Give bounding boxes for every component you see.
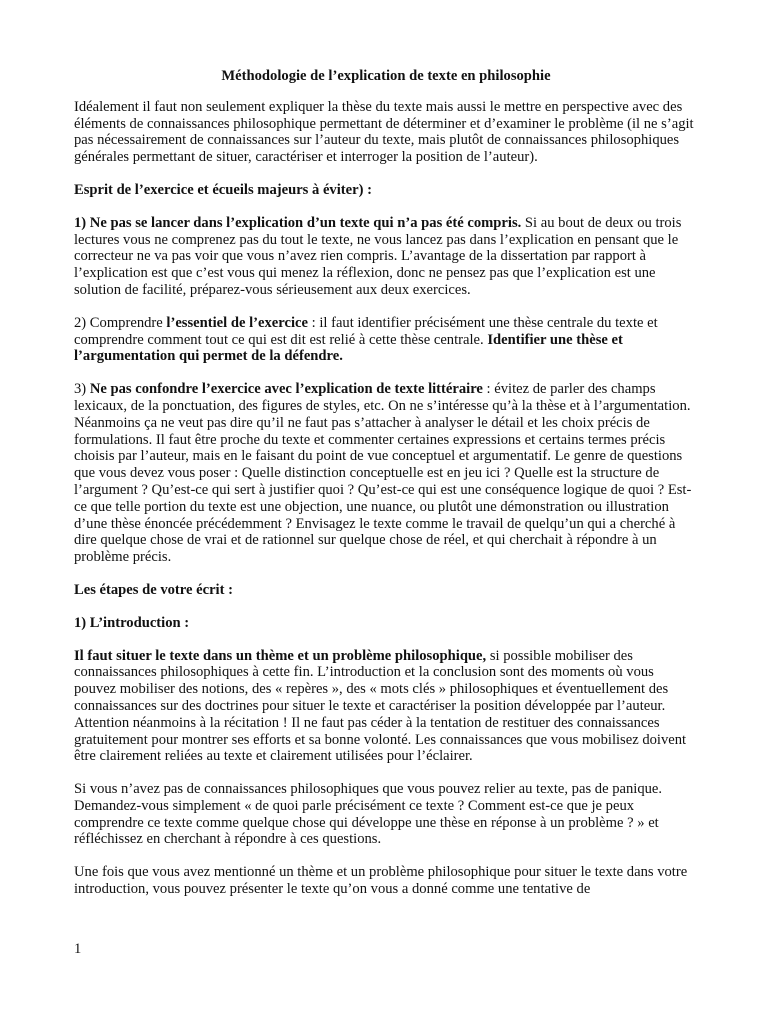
section-heading-esprit [74, 182, 698, 199]
situer-text: si possible mobiliser des connaissances philosophiques à cette fin. L’introduction et la conclusion sont des moments où vous pouvez mobiliser des notions, des « repères », des « mots clés » philosophiques et éventuellement des connaissances sur des doctrines pour situer le texte et caractériser la position développée par l’auteur. Attention néanmoins à la récitation ! Il ne faut pas céder à la tentation de restituer des connaissances gratuitement pour montrer ses efforts et sa bonne volonté. Les connaissances que vous mobilisez doivent être clairement reliées au texte et clairement utilisées pour l’éclairer. [74, 647, 687, 765]
paragraph-une-fois: Une fois que vous avez mentionné un thème et un problème philosophique pour situer le texte dans votre introduction, vous pouvez présenter le texte qu’on vous a donné comme une tentative de [74, 864, 688, 898]
document-body [74, 68, 698, 914]
point-2-start: 2) Comprendre [74, 314, 167, 331]
paragraph-point-2 [74, 315, 698, 365]
point-3-bold: Ne pas confondre l’exercice avec l’explication de texte littéraire [89, 381, 483, 398]
point-2-bold-1: l’essentiel de l’exercice [166, 314, 308, 331]
point-3-text: : évitez de parler des champs lexicaux, de la ponctuation, des figures de styles, etc. On ne s’intéresse qu’à la thèse et à l’argumentation. Néanmoins ça ne veut pas dire qu’il ne faut pas s’attacher à analyser le détail et les choix précis de formulations. Il faut être proche du texte et commenter certaines expressions et certains termes précis choisis par l’auteur, mais en le faisant du point de vue conceptuel et argumentatif. Le genre de questions que vous devez vous poser : Quelle distinction conceptuelle est en jeu ici ? Quelle est la structure de l’argument ? Qu’est-ce qui sert à justifier quoi ? Qu’est-ce qui est une conséquence logique de quoi ? Est-ce que telle portion du texte est une objection, une nuance, ou plutôt une démonstration ou illustration d’une thèse énoncée précédemment ? Envisagez le texte comme le travail de quelqu’un qui a cherché à dire quelque chose de vrai et de rationnel sur quelque chose de réel, et qui cherchait à répondre à un problème précis. [74, 381, 692, 566]
heading-etapes-text: Les étapes de votre écrit : [74, 581, 233, 598]
point-3-start: 3) [74, 381, 90, 398]
situer-bold: Il faut situer le texte dans un thème et un problème philosophique, [74, 647, 487, 664]
point-2-mid: : il faut identifier précisément une thèse centrale du texte et comprendre comment tout ce qui est dit est relié à cette thèse centrale. [74, 314, 658, 348]
heading-esprit-text: Esprit de l’exercice et écueils majeurs à éviter) : [74, 181, 372, 198]
point-1-text: Si au bout de deux ou trois lectures vous ne comprenez pas du tout le texte, ne vous lancez pas dans l’explication en pensant que le correcteur ne va pas voir que vous n’avez rien compris. L’avantage de la dissertation par rapport à l’explication est que c’est vous qui menez la réflexion, donc ne pensez pas que l’explication est une solution de facilité, préparez-vous sérieusement aux deux exercices. [74, 214, 682, 298]
paragraph-panique: Si vous n’avez pas de connaissances philosophiques que vous pouvez relier au texte, pas de panique. Demandez-vous simplement « de quoi parle précisément ce texte ? Comment est-ce que je peux comprendre ce texte comme quelque chose qui développe une thèse en réponse à un problème ? » et réfléchissez en cherchant à répondre à ces questions. [74, 781, 663, 848]
heading-introduction-text: 1) L’introduction : [74, 614, 190, 631]
section-heading-introduction [74, 615, 698, 632]
page-number: 1 [74, 941, 82, 957]
point-1-bold: 1) Ne pas se lancer dans l’explication d’un texte qui n’a pas été compris. [74, 214, 522, 231]
intro-paragraph: Idéalement il faut non seulement expliquer la thèse du texte mais aussi le mettre en perspective avec des éléments de connaissances philosophique permettant de déterminer et d’examiner le problème (il ne s’agit pas nécessairement de connaissances sur l’auteur du texte, mais plutôt de connaissances philosophiques générales permettant de situer, caractériser et interroger la position de l’auteur). [74, 98, 694, 166]
point-2-bold-2: Identifier une thèse et l’argumentation qui permet de la défendre. [74, 331, 623, 365]
paragraph-point-1 [74, 215, 698, 299]
paragraph-point-3 [74, 381, 698, 566]
paragraph-situer [74, 648, 698, 766]
section-heading-etapes [74, 582, 698, 599]
document-title: Méthodologie de l’explication de texte en philosophie [221, 68, 551, 84]
